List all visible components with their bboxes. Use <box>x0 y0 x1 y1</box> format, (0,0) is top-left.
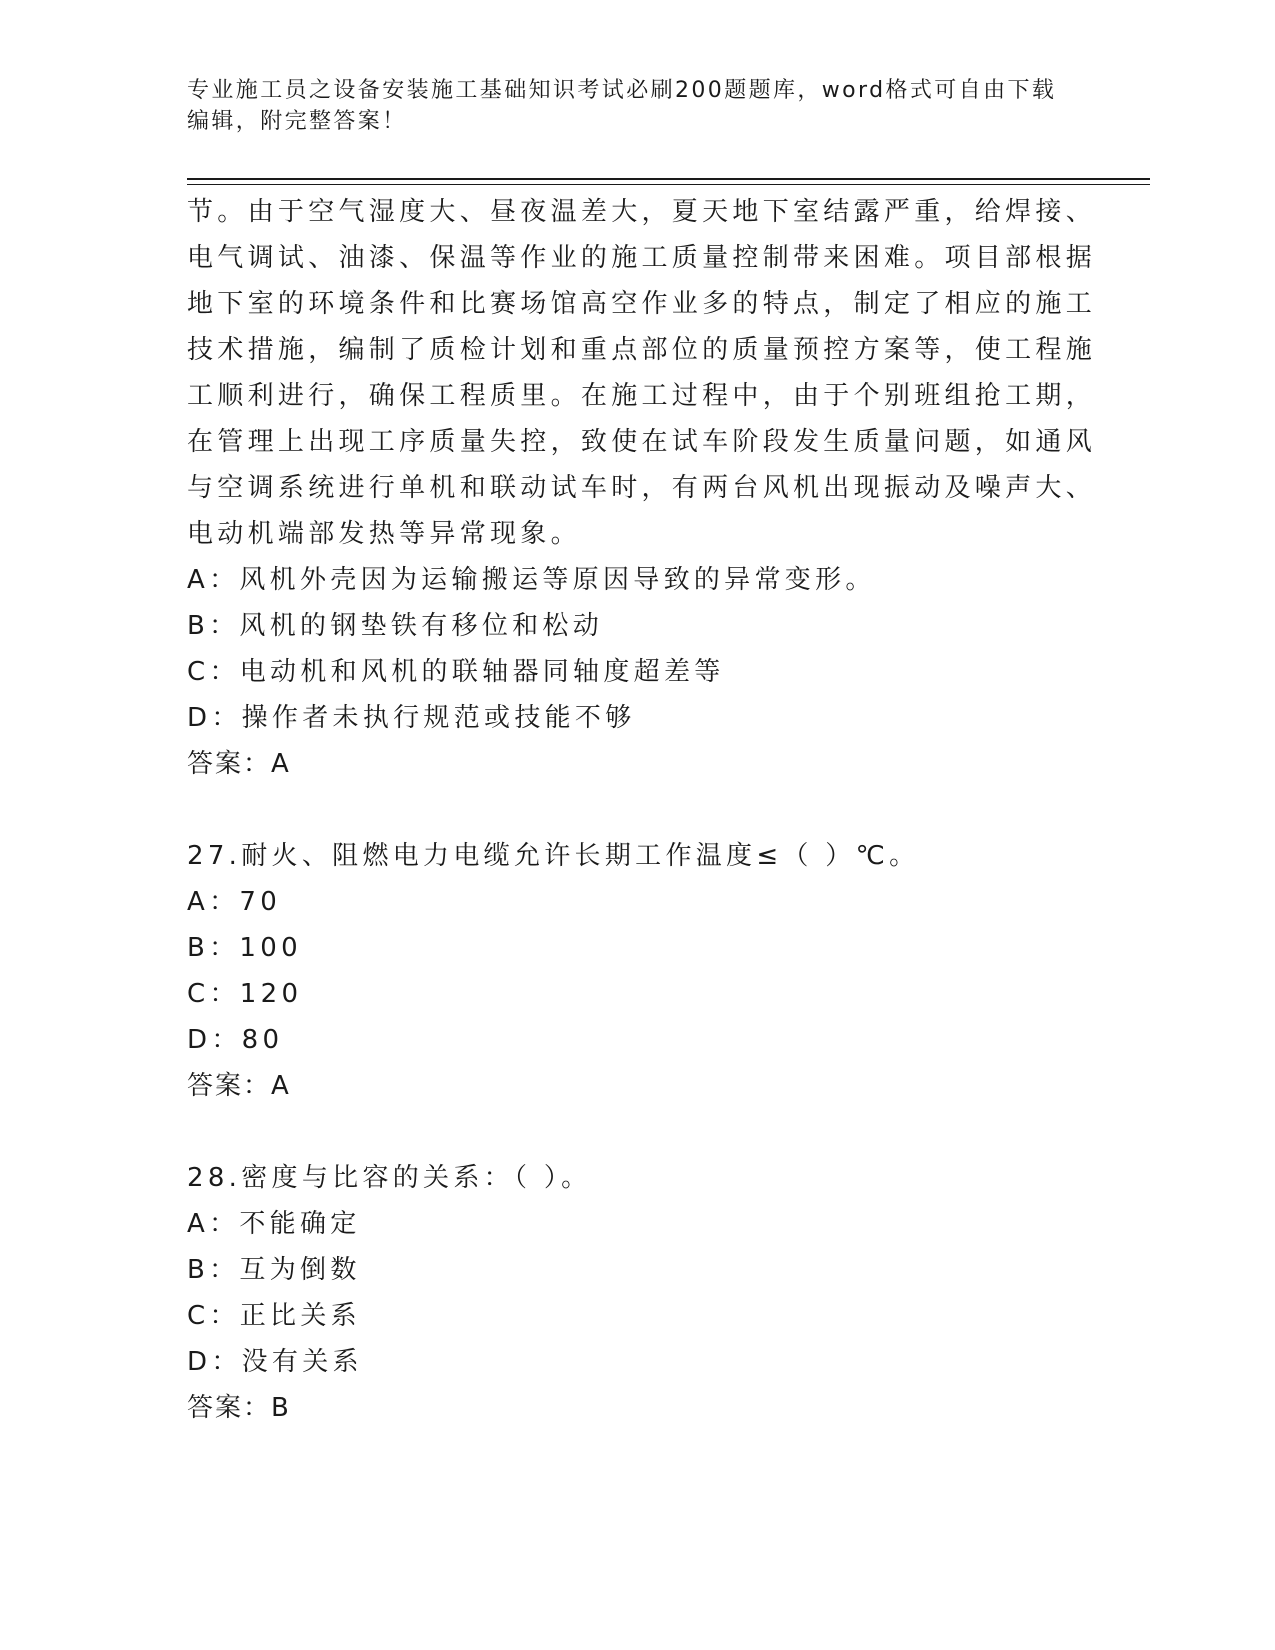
passage-line: 地下室的环境条件和比赛场馆高空作业多的特点，制定了相应的施工 <box>187 289 1097 319</box>
header-divider-thick <box>187 178 1150 180</box>
passage-line: 节。由于空气湿度大、昼夜温差大，夏天地下室结露严重，给焊接、 <box>187 197 1097 227</box>
option-d: D：没有关系 <box>187 1347 363 1377</box>
option-d: D：80 <box>187 1025 284 1055</box>
document-body <box>187 189 1147 1431</box>
question-27-block <box>187 833 1147 1109</box>
document-header <box>187 75 1087 137</box>
question-text: 28.密度与比容的关系：（ ）。 <box>187 1163 592 1193</box>
option-a: A：70 <box>187 887 282 917</box>
passage-line: 技术措施，编制了质检计划和重点部位的质量预控方案等，使工程施 <box>187 335 1097 365</box>
spacer <box>187 1109 1147 1155</box>
question-28-block <box>187 1155 1147 1431</box>
option-c: C：正比关系 <box>187 1301 361 1331</box>
option-a: A：不能确定 <box>187 1209 361 1239</box>
header-line-1: 专业施工员之设备安装施工基础知识考试必刷200题题库，word格式可自由下载 <box>187 78 1057 103</box>
option-c: C：电动机和风机的联轴器同轴度超差等 <box>187 657 725 687</box>
answer: 答案：A <box>187 1071 291 1101</box>
header-divider-thin <box>187 184 1150 185</box>
header-line-2: 编辑，附完整答案！ <box>187 109 407 134</box>
passage-line: 工顺利进行，确保工程质里。在施工过程中，由于个别班组抢工期， <box>187 381 1097 411</box>
option-d: D：操作者未执行规范或技能不够 <box>187 703 636 733</box>
option-c: C：120 <box>187 979 303 1009</box>
passage-line: 电气调试、油漆、保温等作业的施工质量控制带来困难。项目部根据 <box>187 243 1097 273</box>
option-b: B：互为倒数 <box>187 1255 361 1285</box>
answer: 答案：A <box>187 749 291 779</box>
question-text: 27.耐火、阻燃电力电缆允许长期工作温度≤（ ）℃。 <box>187 841 920 871</box>
passage-line: 与空调系统进行单机和联动试车时，有两台风机出现振动及噪声大、 <box>187 473 1097 503</box>
spacer <box>187 787 1147 833</box>
option-b: B：100 <box>187 933 302 963</box>
passage-line: 电动机端部发热等异常现象。 <box>187 519 581 549</box>
answer: 答案：B <box>187 1393 291 1423</box>
option-a: A：风机外壳因为运输搬运等原因导致的异常变形。 <box>187 565 876 595</box>
option-b: B：风机的钢垫铁有移位和松动 <box>187 611 604 641</box>
passage-line: 在管理上出现工序质量失控，致使在试车阶段发生质量问题，如通风 <box>187 427 1097 457</box>
question-26-block <box>187 189 1147 787</box>
